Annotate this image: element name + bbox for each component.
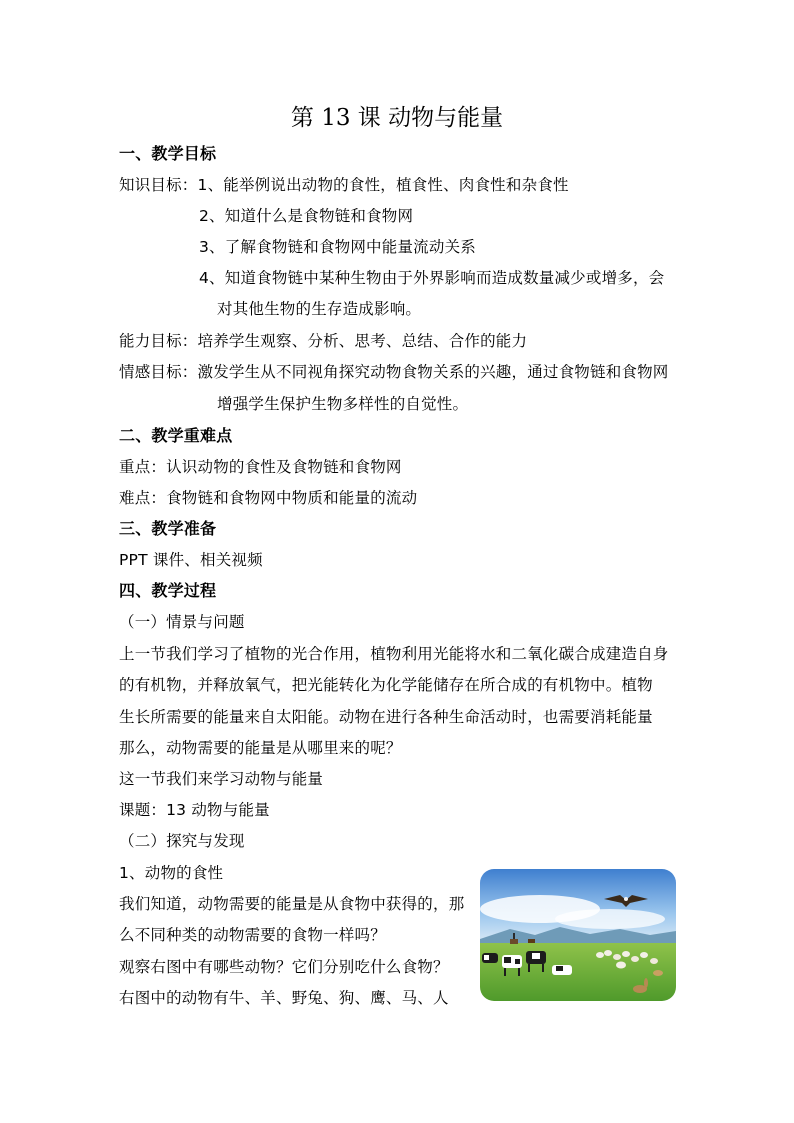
section-heading-process: 四、教学过程	[119, 581, 217, 600]
process-part-2: （二）探究与发现	[119, 832, 245, 850]
knowledge-objective-4-cont: 对其他生物的生存造成影响。	[217, 300, 422, 318]
lesson-title: 第 13 课 动物与能量	[290, 105, 504, 131]
section-heading-preparation: 三、教学准备	[119, 519, 217, 538]
process-part-1: （一）情景与问题	[119, 613, 245, 631]
section-heading-key-points: 二、教学重难点	[119, 426, 233, 445]
grassland-scene-illustration	[480, 869, 676, 1001]
emotion-objective: 情感目标：激发学生从不同视角探究动物食物关系的兴趣，通过食物链和食物网	[119, 363, 669, 381]
paragraph-line: 右图中的动物有牛、羊、野兔、狗、鹰、马、人	[119, 989, 449, 1007]
key-point: 重点：认识动物的食性及食物链和食物网	[119, 458, 402, 476]
paragraph-line: 生长所需要的能量来自太阳能。动物在进行各种生命活动时，也需要消耗能量	[119, 708, 653, 726]
paragraph-line: 我们知道，动物需要的能量是从食物中获得的，那	[119, 895, 465, 913]
knowledge-objective-3: 3、了解食物链和食物网中能量流动关系	[199, 238, 476, 256]
knowledge-label: 知识目标：	[119, 176, 198, 194]
paragraph-line: 上一节我们学习了植物的光合作用，植物利用光能将水和二氧化碳合成建造自身	[119, 645, 669, 663]
difficulty-point: 难点：食物链和食物网中物质和能量的流动	[119, 489, 418, 507]
knowledge-objective-1	[119, 174, 569, 196]
paragraph-line: 那么，动物需要的能量是从哪里来的呢？	[119, 739, 402, 757]
paragraph-line: 观察右图中有哪些动物？它们分别吃什么食物？	[119, 958, 449, 976]
section-heading-objectives: 一、教学目标	[119, 144, 217, 163]
knowledge-objective-2: 2、知道什么是食物链和食物网	[199, 207, 414, 225]
paragraph-line: 的有机物，并释放氧气，把光能转化为化学能储存在所合成的有机物中。植物	[119, 676, 653, 694]
ability-objective: 能力目标：培养学生观察、分析、思考、总结、合作的能力	[119, 332, 528, 350]
preparation-materials: PPT 课件、相关视频	[119, 551, 263, 569]
paragraph-line: 么不同种类的动物需要的食物一样吗？	[119, 926, 386, 944]
item-animal-diet: 1、动物的食性	[119, 864, 224, 882]
grassland-animals-photo	[480, 869, 676, 1001]
knowledge-item-1: 1、能举例说出动物的食性，植食性、肉食性和杂食性	[197, 176, 569, 194]
paragraph-line: 这一节我们来学习动物与能量	[119, 770, 324, 788]
knowledge-objective-4: 4、知道食物链中某种生物由于外界影响而造成数量减少或增多，会	[199, 269, 665, 287]
emotion-objective-cont: 增强学生保护生物多样性的自觉性。	[217, 395, 469, 413]
lesson-topic: 课题：13 动物与能量	[119, 801, 270, 819]
